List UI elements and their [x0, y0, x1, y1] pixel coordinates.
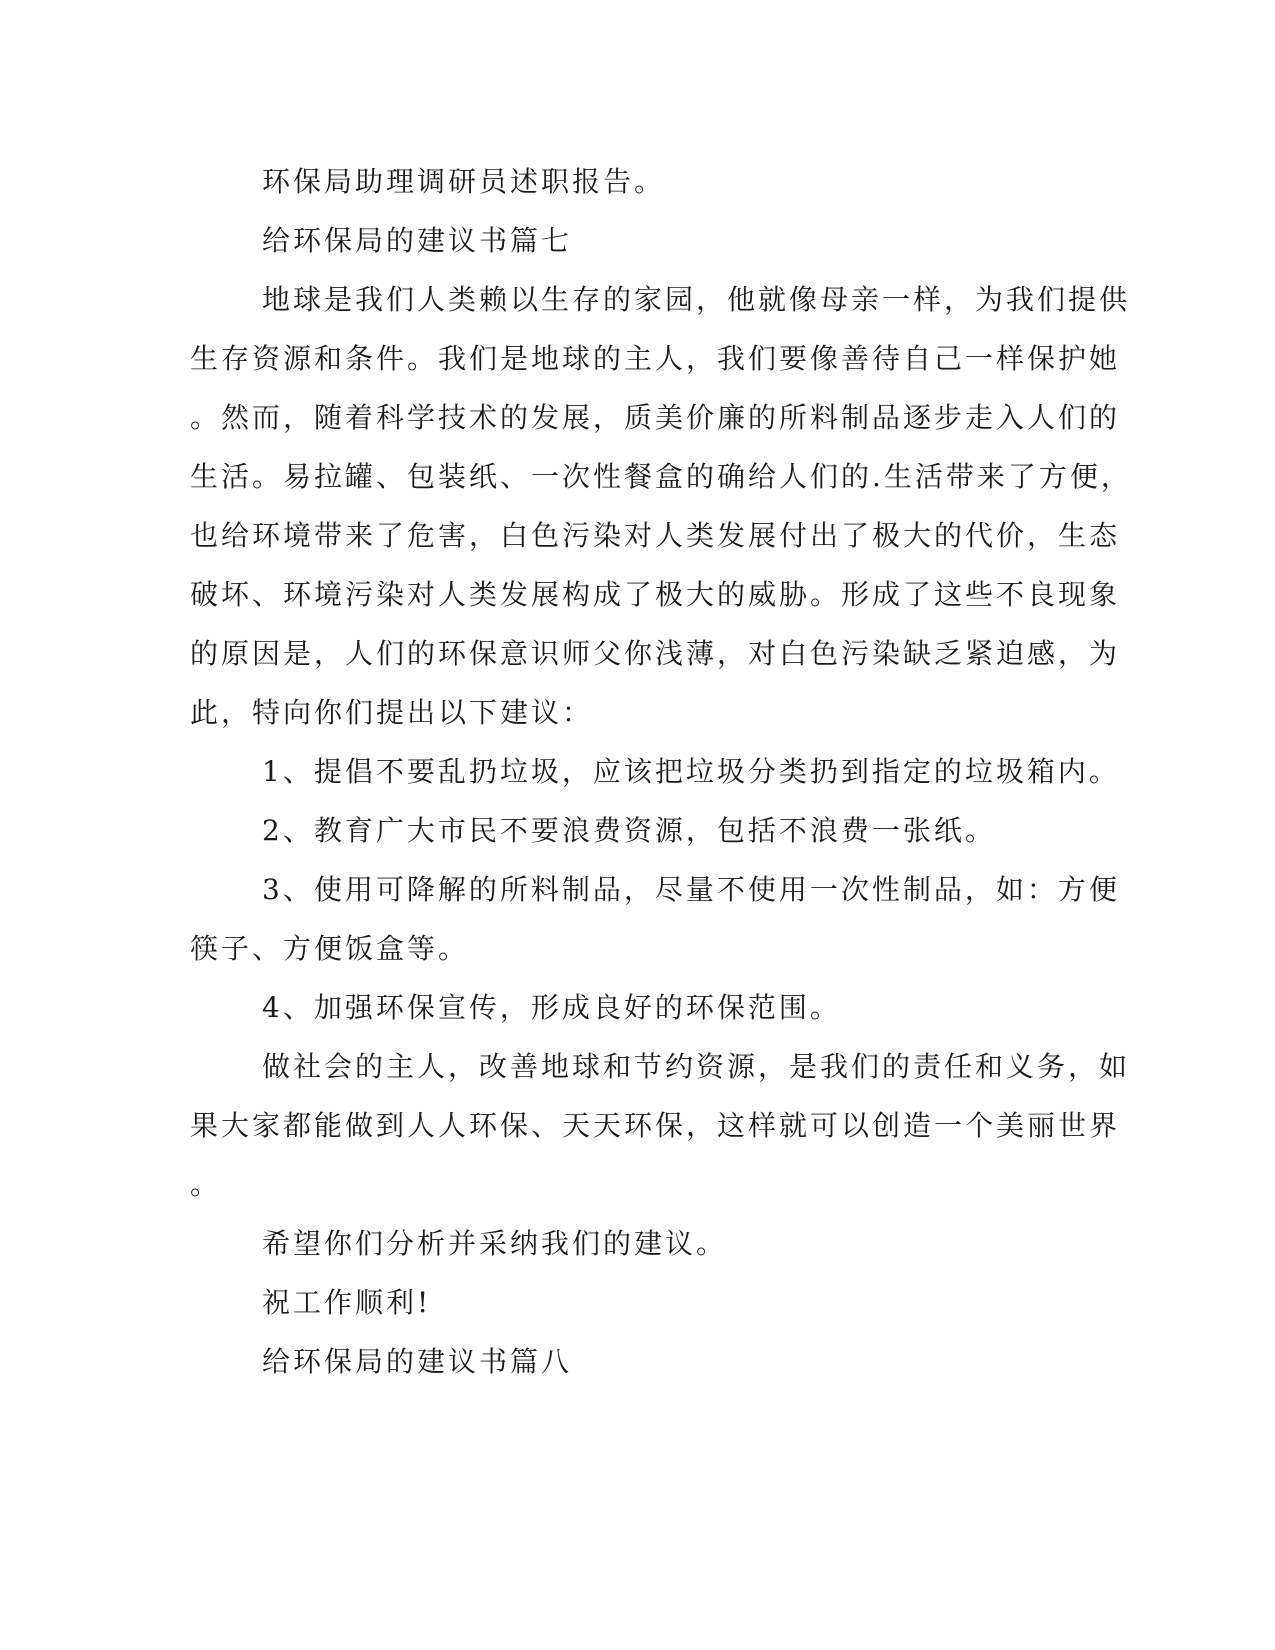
- doc-line-1: 环保局助理调研员述职报告。: [262, 165, 666, 198]
- closing-wish: 祝工作顺利!: [262, 1286, 432, 1319]
- list-item-4: 4、加强环保宣传，形成良好的环保范围。: [262, 991, 841, 1024]
- doc-line-7: 也给环境带来了危害，白色污染对人类发展付出了极大的代价，生态: [190, 519, 1121, 552]
- doc-line-9: 的原因是，人们的环保意识师父你浅薄，对白色污染缺乏紧迫感，为: [190, 637, 1121, 670]
- list-item-2: 2、教育广大市民不要浪费资源，包括不浪费一张纸。: [262, 814, 996, 847]
- list-item-3-cont: 筷子、方便饭盒等。: [190, 932, 470, 965]
- doc-line-10: 此，特向你们提出以下建议：: [190, 696, 594, 729]
- doc-line-19: 希望你们分析并采纳我们的建议。: [262, 1227, 728, 1260]
- doc-line-8: 破坏、环境污染对人类发展构成了极大的威胁。形成了这些不良现象: [190, 578, 1121, 611]
- list-item-3: 3、使用可降解的所料制品，尽量不使用一次性制品，如：方便: [262, 873, 1120, 906]
- section-heading-8: 给环保局的建议书篇八: [262, 1345, 573, 1378]
- doc-line-5: 。然而，随着科学技术的发展，质美价廉的所料制品逐步走入人们的: [190, 401, 1121, 434]
- doc-line-6: 生活。易拉罐、包装纸、一次性餐盒的确给人们的.生活带来了方便，: [190, 460, 1132, 493]
- doc-line-3: 地球是我们人类赖以生存的家园，他就像母亲一样，为我们提供: [262, 283, 1131, 316]
- section-heading-7: 给环保局的建议书篇七: [262, 224, 573, 257]
- list-item-1: 1、提倡不要乱扔垃圾，应该把垃圾分类扔到指定的垃圾箱内。: [262, 755, 1120, 788]
- doc-line-18: 。: [190, 1168, 222, 1201]
- doc-line-16: 做社会的主人，改善地球和节约资源，是我们的责任和义务，如: [262, 1050, 1131, 1083]
- doc-line-4: 生存资源和条件。我们是地球的主人，我们要像善待自己一样保护她: [190, 342, 1121, 375]
- doc-line-17: 果大家都能做到人人环保、天天环保，这样就可以创造一个美丽世界: [190, 1109, 1121, 1142]
